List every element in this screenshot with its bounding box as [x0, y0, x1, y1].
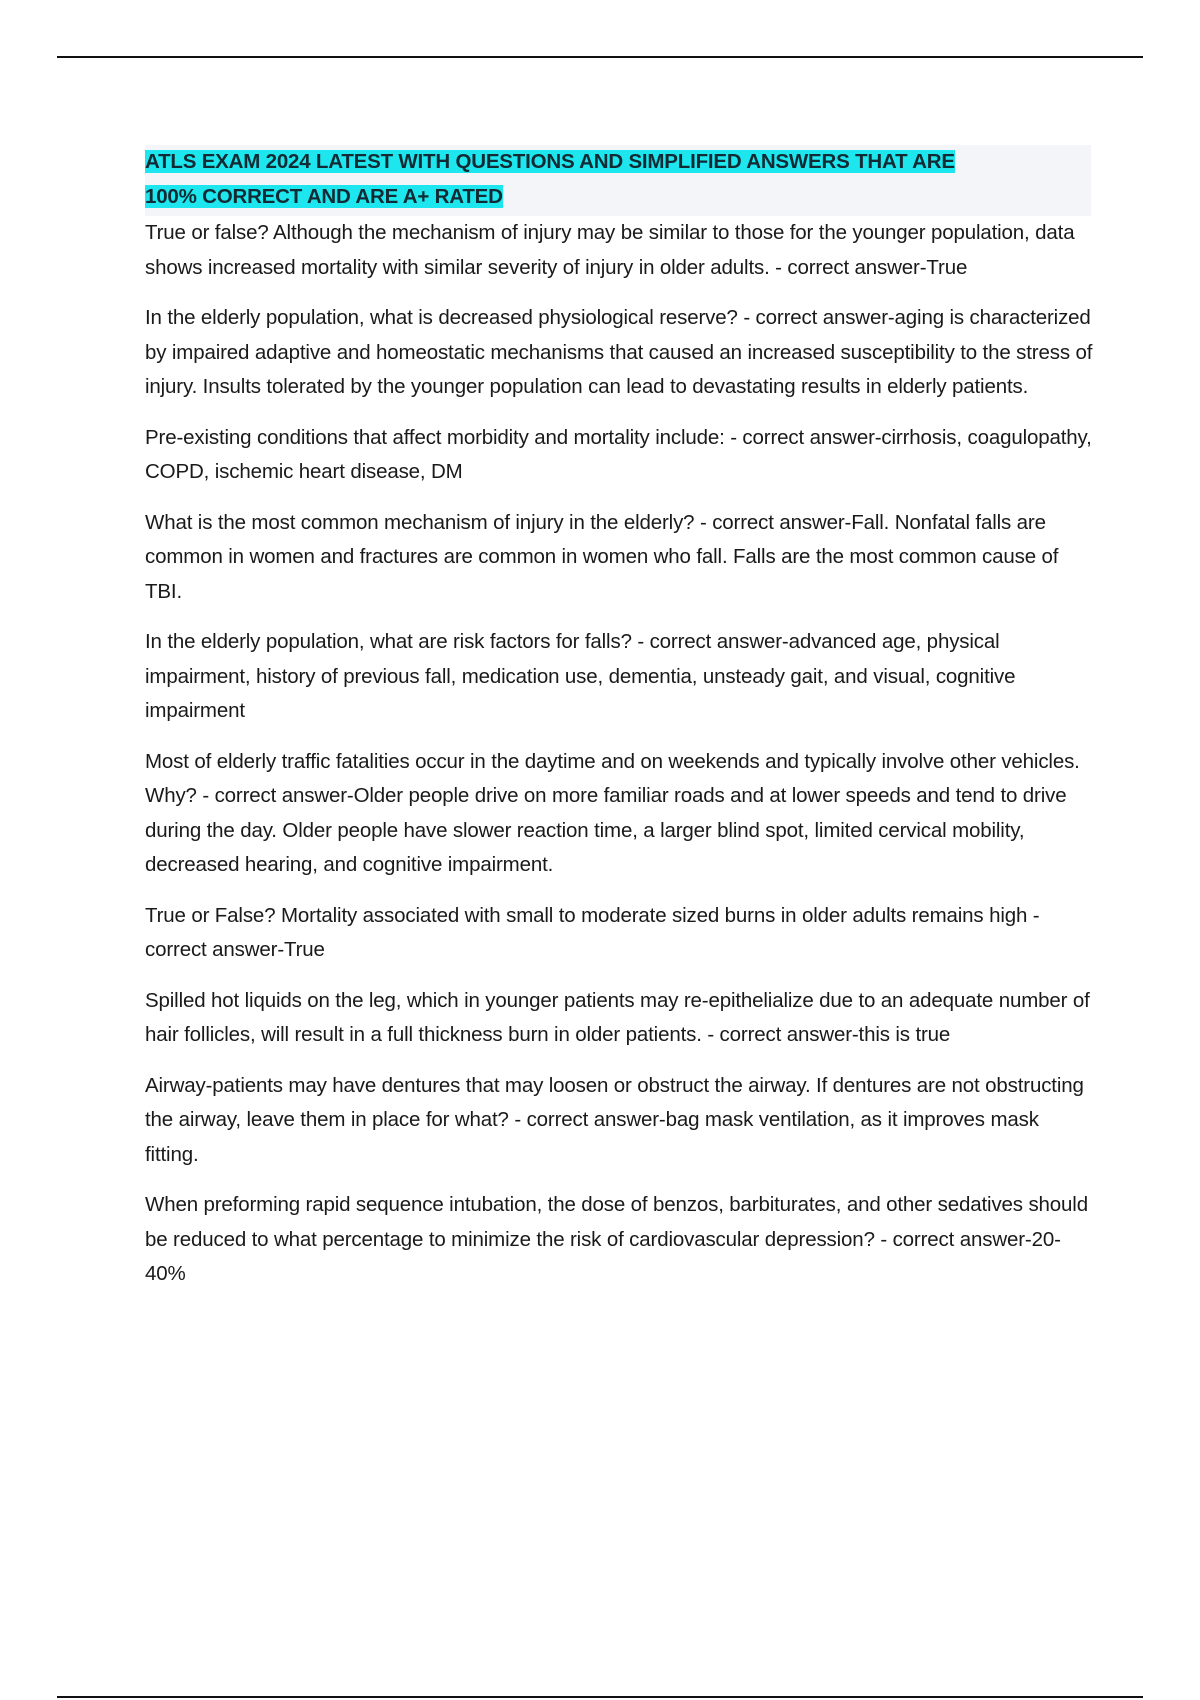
page-content — [145, 145, 1095, 1308]
qa-entry-10: When preforming rapid sequence intubation, the dose of benzos, barbiturates, and other sedatives should be reduced to what percentage to minimize the risk of cardiovascular depression? - correct answer-20-40% — [145, 1193, 1088, 1285]
document-title-line-2: 100% CORRECT AND ARE A+ RATED — [145, 184, 503, 208]
qa-entry-1: True or false? Although the mechanism of injury may be similar to those for the younger population, data shows increased mortality with similar severity of injury in older adults. - correct answer-True — [145, 221, 1075, 279]
qa-entry-7: True or False? Mortality associated with small to moderate sized burns in older adults remains high - correct answer-True — [145, 903, 1040, 961]
qa-entry-2: In the elderly population, what is decreased physiological reserve? - correct answer-aging is characterized by impaired adaptive and homeostatic mechanisms that caused an increased susceptibility to the stress of injury. Insults tolerated by the younger population can lead to devastating results in elderly patients. — [145, 306, 1093, 398]
top-rule — [57, 56, 1143, 58]
qa-entry-4: What is the most common mechanism of injury in the elderly? - correct answer-Fall. Nonfatal falls are common in women and fractures are common in women who fall. Falls are the most common cause of TBI. — [145, 510, 1059, 603]
qa-entry-6: Most of elderly traffic fatalities occur in the daytime and on weekends and typically involve other vehicles. Why? - correct answer-Older people drive on more familiar roads and at lower speeds and tend to drive during the day. Older people have slower reaction time, a larger blind spot, limited cervical mobility, decreased hearing, and cognitive impairment. — [145, 749, 1080, 876]
document-title-line-1: ATLS EXAM 2024 LATEST WITH QUESTIONS AND SIMPLIFIED ANSWERS THAT ARE — [145, 150, 955, 173]
qa-entry-9: Airway-patients may have dentures that may loosen or obstruct the airway. If dentures are not obstructing the airway, leave them in place for what? - correct answer-bag mask ventilation, as it improves mask fitting. — [145, 1073, 1084, 1166]
document-title — [145, 150, 955, 208]
qa-entry-5: In the elderly population, what are risk factors for falls? - correct answer-advanced age, physical impairment, history of previous fall, medication use, dementia, unsteady gait, and visual, cognitive impairment — [145, 630, 1016, 722]
bottom-rule — [57, 1696, 1143, 1698]
qa-entry-8: Spilled hot liquids on the leg, which in younger patients may re-epithelialize due to an adequate number of hair follicles, will result in a full thickness burn in older patients. - correct answer-this is true — [145, 988, 1090, 1046]
document-title-block — [145, 145, 1091, 216]
qa-entry-3: Pre-existing conditions that affect morbidity and mortality include: - correct answer-cirrhosis, coagulopathy, COPD, ischemic heart disease, DM — [145, 425, 1092, 483]
